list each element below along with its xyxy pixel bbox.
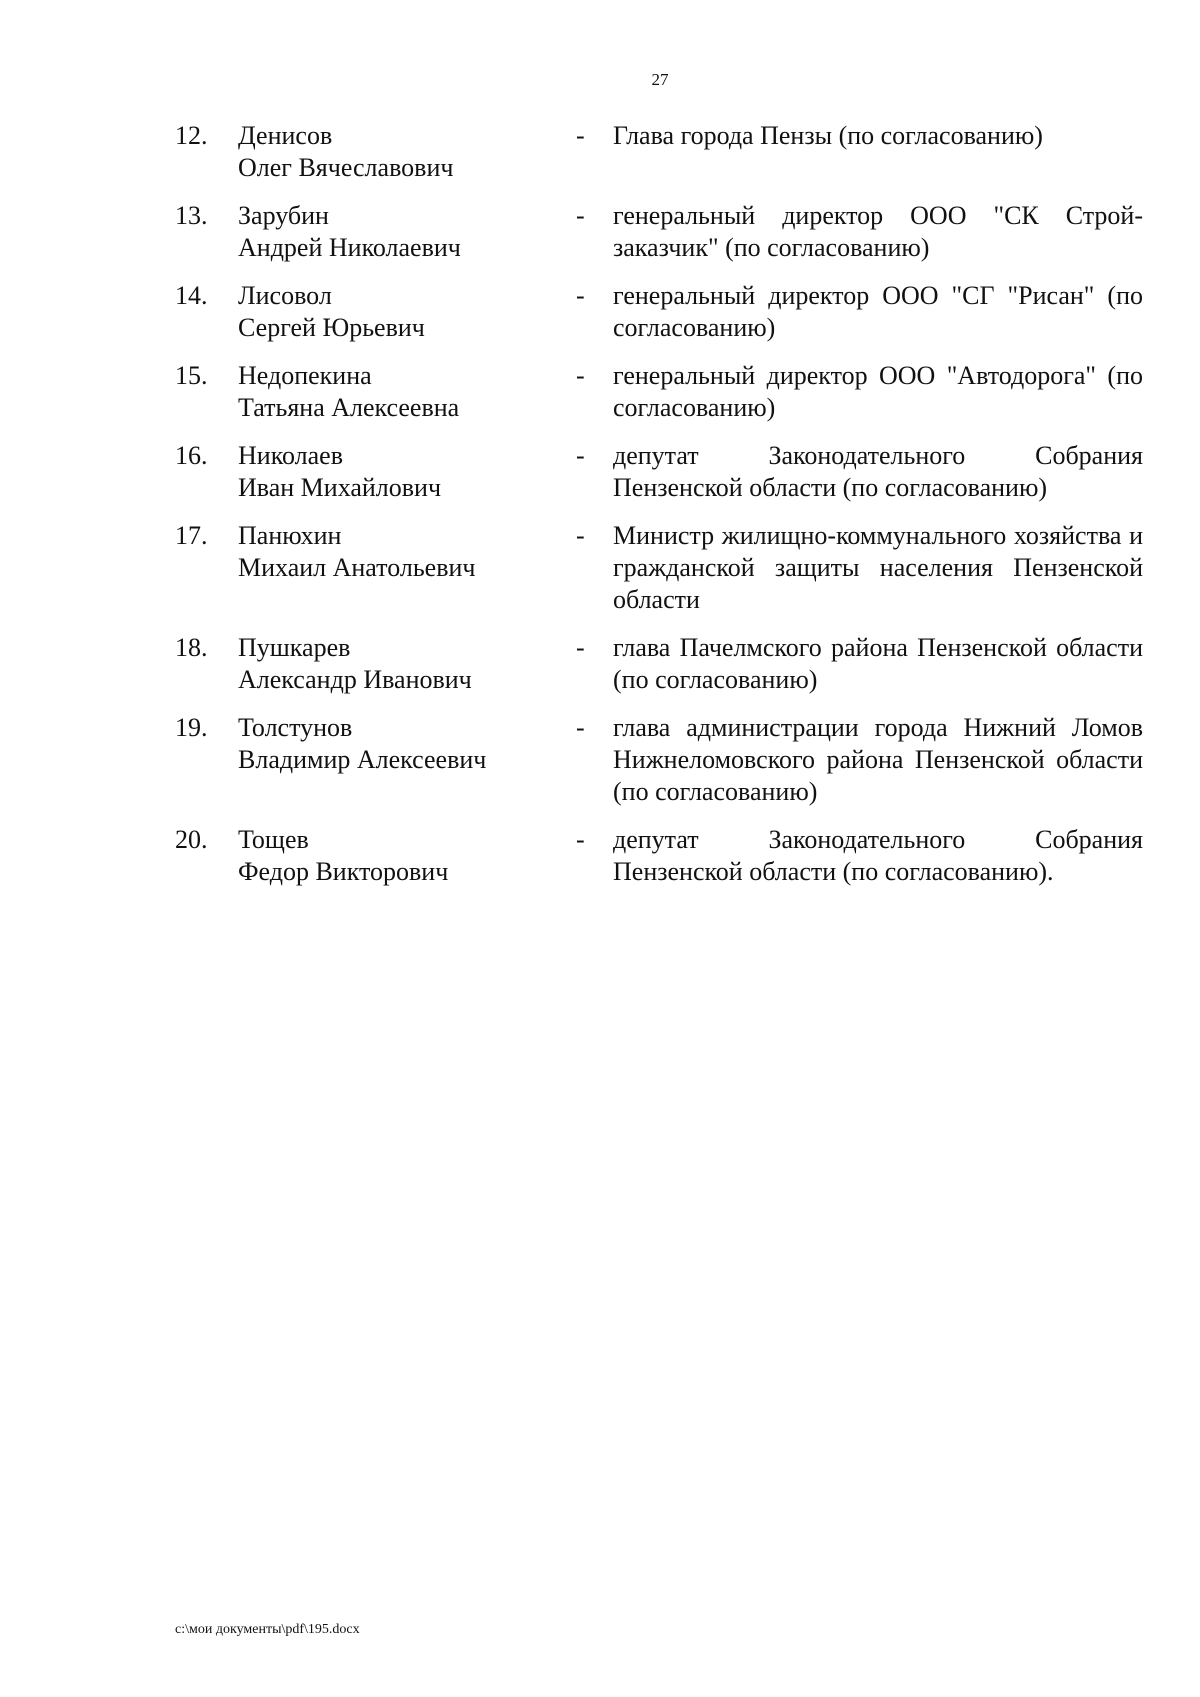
member-name (238, 120, 576, 184)
member-surname: Николаев (238, 441, 343, 470)
list-item (175, 632, 1145, 696)
dash-separator: - (576, 521, 585, 550)
item-number: 12. (175, 121, 208, 150)
member-surname: Панюхин (238, 521, 342, 550)
member-role: генеральный директор ООО "СГ "Рисан" (по согласованию) (613, 281, 1143, 342)
member-surname: Тощев (238, 825, 309, 854)
item-number: 19. (175, 713, 208, 742)
page-number: 27 (651, 70, 669, 89)
member-given-names: Михаил Анатольевич (238, 553, 476, 582)
member-name (238, 712, 576, 808)
member-role: генеральный директор ООО "СК Строй-заказчик" (по согласованию) (613, 201, 1143, 262)
dash-separator: - (576, 633, 585, 662)
member-role: глава Пачелмского района Пензенской области (по согласованию) (613, 633, 1143, 694)
dash-separator: - (576, 441, 585, 470)
item-number: 17. (175, 521, 208, 550)
member-surname: Толстунов (238, 713, 353, 742)
member-given-names: Иван Михайлович (238, 473, 442, 502)
member-name (238, 200, 576, 264)
dash-separator: - (576, 281, 585, 310)
member-role: Глава города Пензы (по согласованию) (613, 121, 1043, 150)
item-number: 13. (175, 201, 208, 230)
list-item (175, 520, 1145, 616)
item-number: 16. (175, 441, 208, 470)
member-given-names: Олег Вячеславович (238, 153, 454, 182)
member-name (238, 440, 576, 504)
member-given-names: Федор Викторович (238, 857, 449, 886)
footer-file-path: c:\мои документы\pdf\195.docx (175, 1622, 360, 1637)
member-surname: Зарубин (238, 201, 329, 230)
list-item (175, 824, 1145, 888)
dash-separator: - (576, 121, 585, 150)
member-surname: Недопекина (238, 361, 372, 390)
list-item (175, 120, 1145, 184)
list-item (175, 440, 1145, 504)
list-item (175, 200, 1145, 264)
item-number: 18. (175, 633, 208, 662)
dash-separator: - (576, 713, 585, 742)
item-number: 15. (175, 361, 208, 390)
member-given-names: Владимир Алексеевич (238, 745, 487, 774)
member-role: депутат Законодательного Собрания Пензенской области (по согласованию). (613, 825, 1143, 886)
member-surname: Денисов (238, 121, 333, 150)
member-given-names: Татьяна Алексеевна (238, 393, 460, 422)
member-role: Министр жилищно-коммунального хозяйства и гражданской защиты населения Пензенской области (613, 521, 1143, 614)
list-item (175, 280, 1145, 344)
dash-separator: - (576, 825, 585, 854)
member-surname: Пушкарев (238, 633, 351, 662)
member-role: глава администрации города Нижний Ломов Нижнеломовского района Пензенской области (по согласованию) (613, 713, 1143, 806)
dash-separator: - (576, 361, 585, 390)
member-given-names: Сергей Юрьевич (238, 313, 425, 342)
item-number: 14. (175, 281, 208, 310)
member-name (238, 280, 576, 344)
member-role: генеральный директор ООО "Автодорога" (по согласованию) (613, 361, 1143, 422)
member-list (175, 120, 1145, 904)
item-number: 20. (175, 825, 208, 854)
list-item (175, 712, 1145, 808)
member-surname: Лисовол (238, 281, 332, 310)
dash-separator: - (576, 201, 585, 230)
member-name (238, 520, 576, 616)
member-given-names: Андрей Николаевич (238, 233, 461, 262)
member-role: депутат Законодательного Собрания Пензенской области (по согласованию) (613, 441, 1143, 502)
member-name (238, 824, 576, 888)
member-given-names: Александр Иванович (238, 665, 472, 694)
member-name (238, 632, 576, 696)
member-name (238, 360, 576, 424)
list-item (175, 360, 1145, 424)
